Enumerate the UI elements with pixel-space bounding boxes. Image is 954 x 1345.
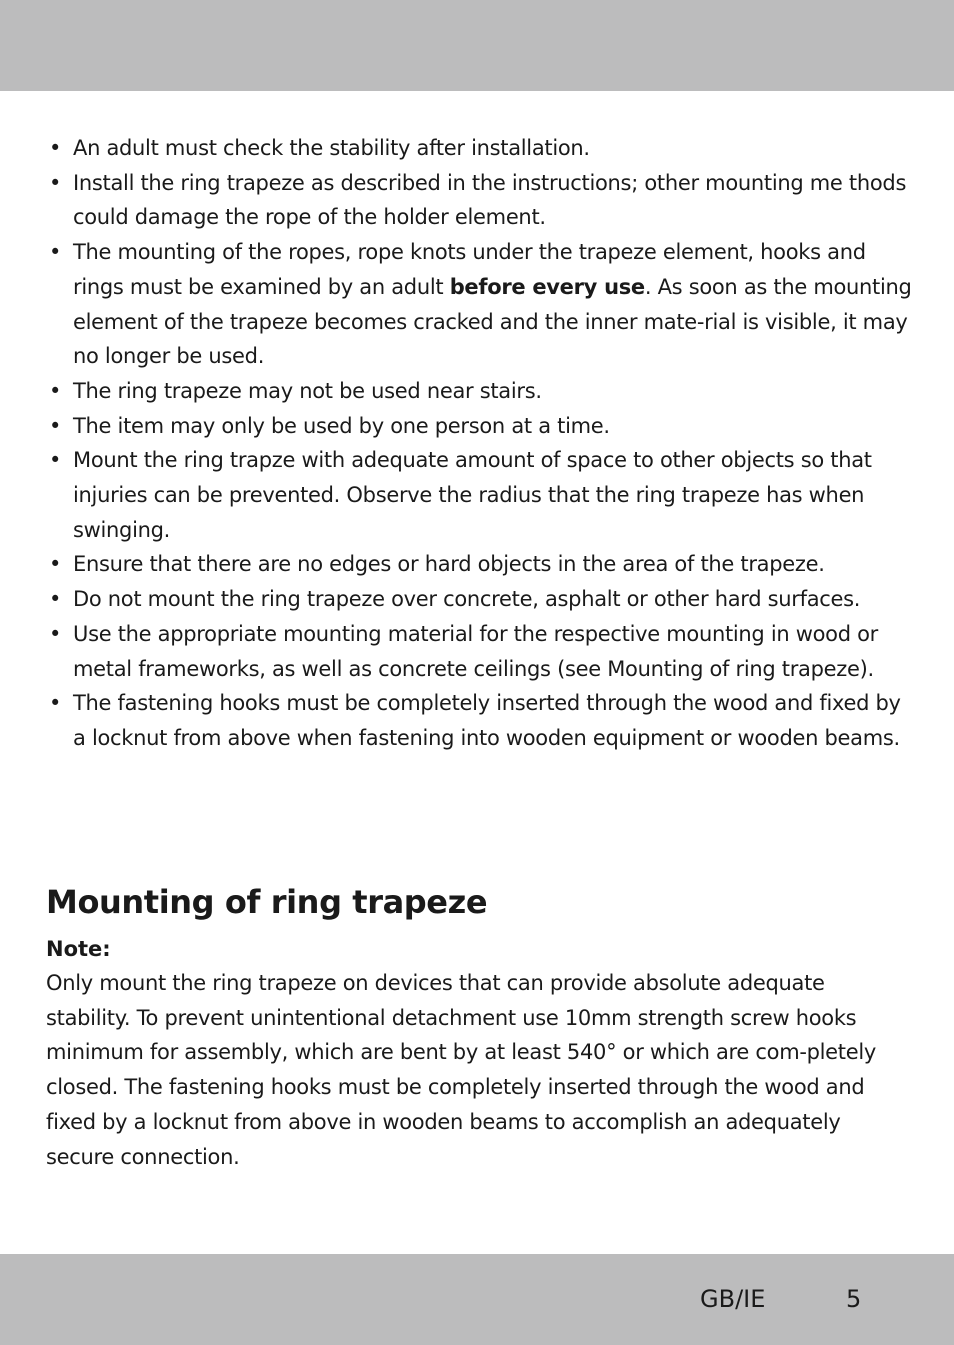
list-item-text: Use the appropriate mounting material for the respective mounting in wood or metal frameworks, as well as concrete ceilings (see Mounting of ring trapeze).	[73, 621, 879, 681]
list-item-text: Mount the ring trapze with adequate amount of space to other objects so that injuries can be prevented. Observe the radius that the ring trapeze has when swinging.	[73, 448, 872, 542]
bullet-icon: •	[49, 621, 62, 646]
list-item	[46, 166, 912, 235]
list-item	[46, 617, 912, 686]
bullet-icon: •	[49, 378, 62, 403]
list-item-text: An adult must check the stability after installation.	[73, 136, 590, 160]
bullet-icon: •	[49, 691, 62, 716]
list-item-text: The fastening hooks must be completely inserted through the wood and fixed by a locknut from above when fastening into wooden equipment or wooden beams.	[73, 691, 901, 750]
list-item-text: The ring trapeze may not be used near stairs.	[73, 378, 542, 403]
footer-bar	[0, 1254, 954, 1345]
bullet-icon: •	[49, 136, 62, 160]
list-item	[46, 547, 912, 582]
section-heading: Mounting of ring trapeze	[46, 883, 488, 921]
bullet-icon: •	[49, 587, 62, 612]
language-code: GB/IE	[700, 1285, 766, 1313]
list-item	[46, 443, 912, 547]
header-bar	[0, 0, 954, 91]
bullet-icon: •	[49, 448, 62, 473]
list-item-text: The item may only be used by one person at a time.	[73, 413, 610, 438]
list-item	[46, 374, 912, 409]
note-label: Note:	[46, 937, 111, 961]
list-item-text: The mounting of the ropes, rope knots under the trapeze element, hooks and rings must be examined by an adult	[73, 240, 866, 299]
list-item-text: Install the ring trapeze as described in the instructions; other mounting me thods could damage the rope of the holder element.	[73, 170, 907, 230]
safety-instructions-list	[46, 131, 912, 756]
list-item	[46, 409, 912, 444]
list-item	[46, 235, 912, 374]
bullet-icon: •	[49, 552, 62, 577]
list-item-text: Do not mount the ring trapeze over concrete, asphalt or other hard surfaces.	[73, 587, 861, 612]
list-item-text: Ensure that there are no edges or hard objects in the area of the trapeze.	[73, 552, 825, 577]
bullet-icon: •	[49, 170, 62, 195]
emphasis-text: before every use	[449, 274, 645, 299]
list-item	[46, 686, 912, 755]
note-paragraph: Only mount the ring trapeze on devices that can provide absolute adequate stability. To prevent unintentional detachment use 10mm strength screw hooks minimum for assembly, which are bent by at least 540° or which are com-pletely closed. The fastening hooks must be completely inserted through the wood and fixed by a locknut from above in wooden beams to accomplish an adequately secure connection.	[46, 971, 877, 1169]
list-item	[46, 582, 912, 617]
list-item	[46, 131, 912, 166]
bullet-icon: •	[49, 240, 62, 265]
page-number: 5	[846, 1285, 862, 1313]
bullet-icon: •	[49, 413, 62, 438]
list-item-text: . As soon as the mounting element of the trapeze becomes cracked and the inner mate-rial is visible, it may no longer be used.	[73, 274, 912, 369]
